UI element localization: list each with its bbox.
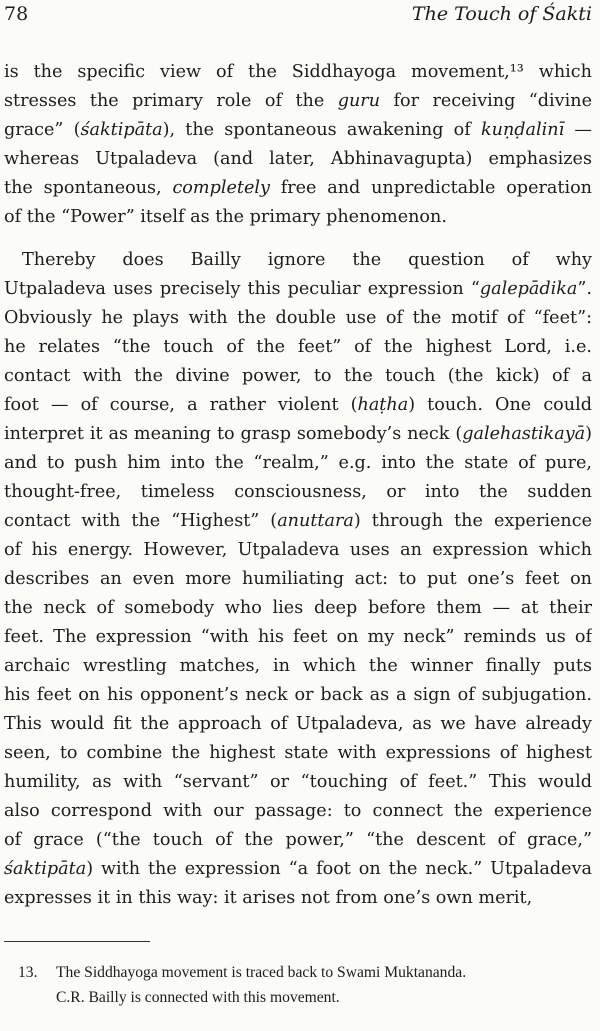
footnote-line: C.R. Bailly is connected with this movement. [56, 989, 340, 1006]
text-line: śaktipāta) with the expression “a foot on the neck.” Utpaladeva [4, 859, 592, 879]
text-line: contact with the “Highest” (anuttara) through the experience [4, 511, 592, 531]
text-line: foot — of course, a rather violent (haṭha) touch. One could [4, 395, 592, 415]
text-line: Thereby does Bailly ignore the question of why [22, 250, 592, 270]
text-line: of grace (“the touch of the power,” “the descent of grace,” [4, 830, 592, 850]
text-line: his feet on his opponent’s neck or back as a sign of subjugation. [4, 685, 592, 705]
text-line: thought-free, timeless consciousness, or into the sudden [4, 482, 592, 502]
text-line: contact with the divine power, to the touch (the kick) of a [4, 366, 592, 386]
body-text [4, 58, 592, 913]
text-line: This would fit the approach of Utpaladeva, as we have already [4, 714, 592, 734]
running-header [4, 3, 592, 33]
text-line: Obviously he plays with the double use of the motif of “feet”: [4, 308, 592, 328]
text-line: of the “Power” itself as the primary phenomenon. [4, 207, 447, 227]
text-line: also correspond with our passage: to connect the experience [4, 801, 592, 821]
text-line: expresses it in this way: it arises not from one’s own merit, [4, 888, 533, 908]
text-line: and to push him into the “realm,” e.g. into the state of pure, [4, 453, 592, 473]
text-line: Utpaladeva uses precisely this peculiar expression “galepādika”. [4, 279, 592, 299]
footnote-number: 13. [18, 964, 38, 981]
text-line: interpret it as meaning to grasp somebody’s neck (galehastikayā) [4, 424, 592, 444]
page-number: 78 [4, 3, 29, 25]
paragraph-2 [4, 246, 592, 913]
text-line: the neck of somebody who lies deep before them — at their [4, 598, 592, 618]
text-line: of his energy. However, Utpaladeva uses an expression which [4, 540, 592, 560]
footnote-rule [4, 941, 150, 942]
text-line: is the specific view of the Siddhayoga movement,¹³ which [4, 62, 592, 82]
paragraph-1 [4, 58, 592, 232]
text-line: describes an even more humiliating act: to put one’s feet on [4, 569, 592, 589]
text-line: humility, as with “servant” or “touching of feet.” This would [4, 772, 592, 792]
text-line: seen, to combine the highest state with expressions of highest [4, 743, 592, 763]
footnote-line: The Siddhayoga movement is traced back to Swami Muktananda. [56, 964, 467, 981]
text-line: stresses the primary role of the guru for receiving “divine [4, 91, 592, 111]
text-line: the spontaneous, completely free and unpredictable operation [4, 178, 592, 198]
running-title: The Touch of Śakti [411, 3, 592, 25]
text-line: whereas Utpaladeva (and later, Abhinavagupta) emphasizes [4, 149, 592, 169]
text-line: grace” (śaktipāta), the spontaneous awakening of kuṇḍalinī — [4, 120, 592, 140]
text-line: he relates “the touch of the feet” of the highest Lord, i.e. [4, 337, 592, 357]
footnote [4, 960, 592, 1010]
text-line: archaic wrestling matches, in which the winner finally puts [4, 656, 592, 676]
text-line: feet. The expression “with his feet on my neck” reminds us of [4, 627, 592, 647]
